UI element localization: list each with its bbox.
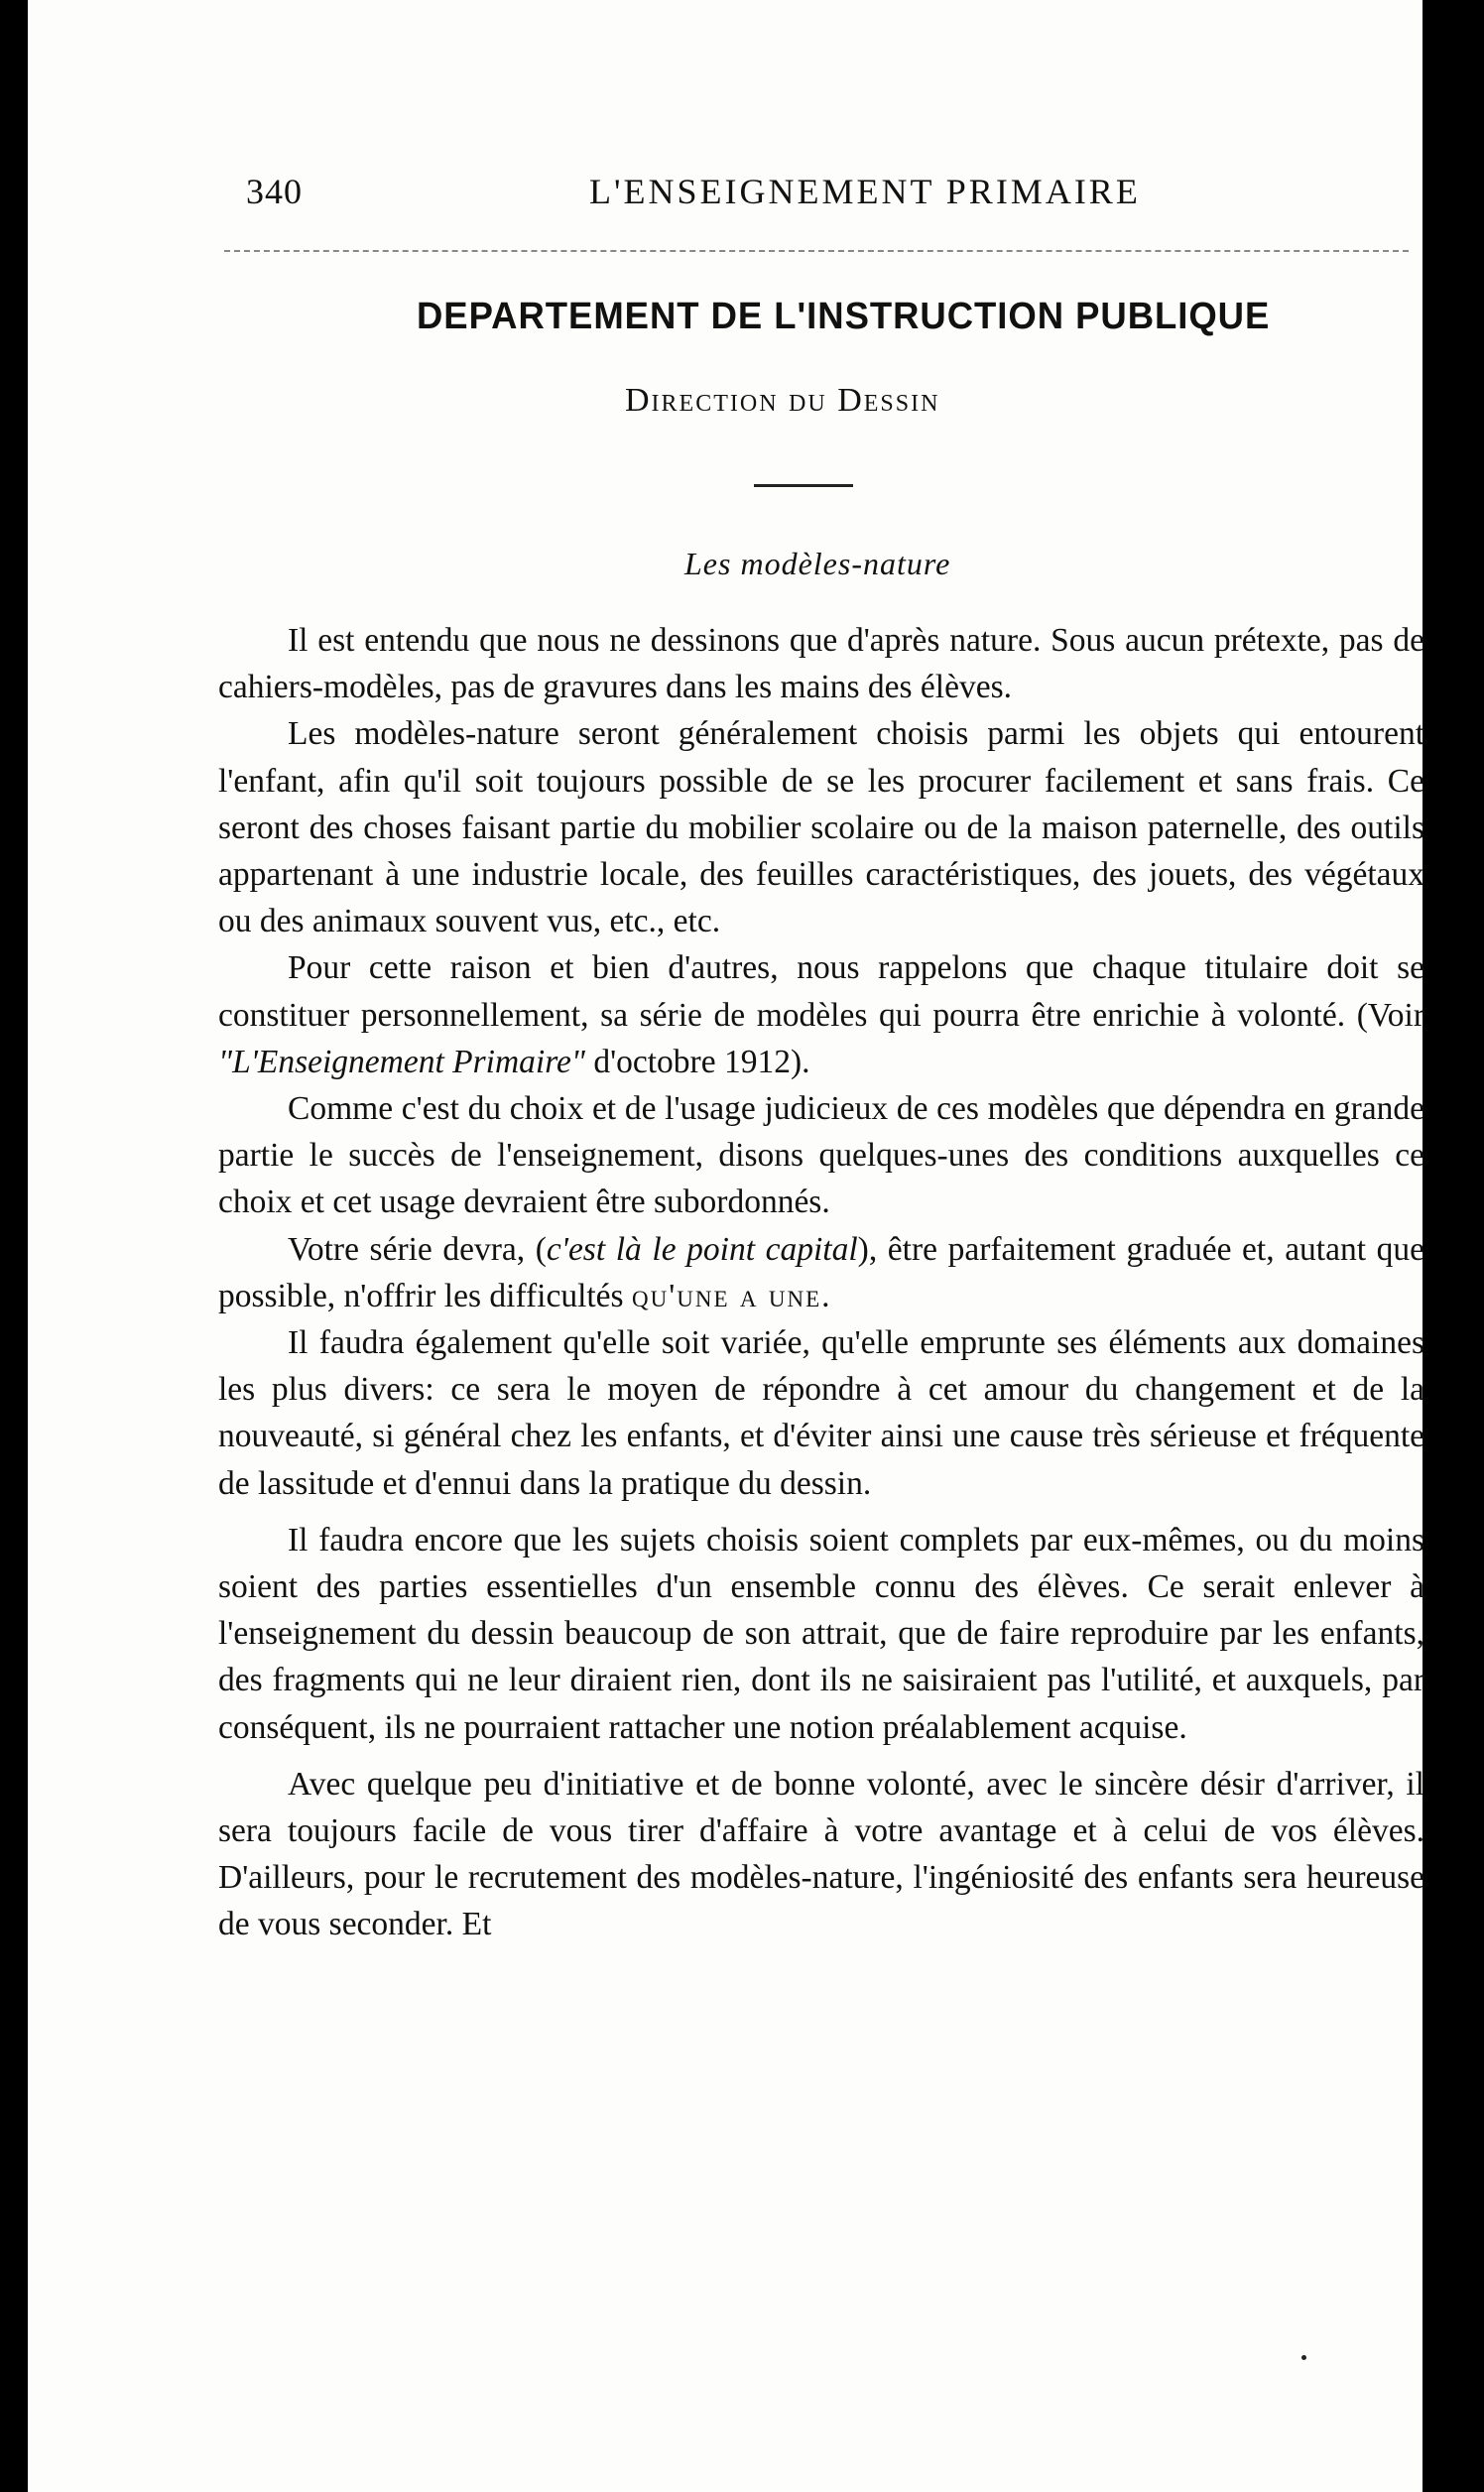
running-title: L'ENSEIGNEMENT PRIMAIRE [589, 172, 1141, 211]
section-divider [754, 484, 853, 487]
paragraph-7: Il faudra encore que les sujets choisis soient complets par eux-mêmes, ou du moins soient des parties essentielles d'un ensemble connu des élèves. Ce serait enlever à l'enseignement du dessin beaucoup de son attrait, que de faire reproduire par les enfants, des fragments qui ne leur diraient rien, dont ils ne saisiraient pas l'utilité, et auxquels, par conséquent, ils ne pourraient rattacher une notion préalablement acquise. [218, 1521, 1424, 1746]
paragraph-5-italic: c'est là le point capital [546, 1230, 858, 1268]
print-speck [1301, 2355, 1306, 2360]
paragraph-3 [218, 944, 1424, 1085]
direction-subtitle: Direction du Dessin [625, 382, 940, 419]
paragraph-6: Il faudra également qu'elle soit variée, qu'elle emprunte ses éléments aux domaines les plus divers: ce sera le moyen de répondre à cet amour du changement et de la nouveauté, si général chez les enfants, et d'éviter ainsi une cause très sérieuse et fréquente de lassitude et d'ennui dans la pratique du dessin. [218, 1324, 1424, 1502]
section-title: Les modèles-nature [684, 546, 951, 581]
paragraph-1: Il est entendu que nous ne dessinons que d'après nature. Sous aucun prétexte, pas de cahiers-modèles, pas de gravures dans les mains des élèves. [218, 622, 1424, 706]
department-title: DEPARTEMENT DE L'INSTRUCTION PUBLIQUE [417, 296, 1271, 337]
paragraph-8: Avec quelque peu d'initiative et de bonne volonté, avec le sincère désir d'arriver, il sera toujours facile de vous tirer d'affaire à votre avantage et à celui de vos élèves. D'ailleurs, pour le recrutement des modèles-nature, l'ingéniosité des enfants sera heureuse de vous seconder. Et [218, 1765, 1424, 1943]
paragraph-5-small-caps: qu'une a une. [631, 1277, 832, 1314]
page-number: 340 [246, 172, 303, 211]
running-header [246, 171, 1238, 220]
paragraph-5-text: Votre série devra, ( [288, 1230, 547, 1268]
paragraph-2: Les modèles-nature seront généralement choisis parmi les objets qui entourent l'enfant, afin qu'il soit toujours possible de se les procurer facilement et sans frais. Ce seront des choses faisant partie du mobilier scolaire ou de la maison paternelle, des outils appartenant à une industrie locale, des feuilles caractéristiques, des jouets, des végétaux ou des animaux souvent vus, etc., etc. [218, 715, 1424, 940]
paragraph-3-text-end: d'octobre 1912). [584, 1043, 810, 1080]
paragraph-3-text: Pour cette raison et bien d'autres, nous rappelons que chaque titulaire doit se constituer personnellement, sa série de modèles qui pourra être enrichie à volonté. (Voir [218, 949, 1424, 1034]
paragraph-4: Comme c'est du choix et de l'usage judicieux de ces modèles que dépendra en grande partie le succès de l'enseignement, disons quelques-unes des conditions auxquelles ce choix et cet usage devraient être subordonnés. [218, 1090, 1424, 1221]
paragraph-3-italic: "L'Enseignement Primaire" [218, 1043, 585, 1080]
paragraph-5 [218, 1226, 1424, 1319]
paragraph-5-text-mid: ), être parfaitement graduée et, autant que possible, n'offrir les difficultés [218, 1230, 1425, 1314]
article-body [218, 617, 1424, 1948]
header-divider [224, 250, 1409, 252]
